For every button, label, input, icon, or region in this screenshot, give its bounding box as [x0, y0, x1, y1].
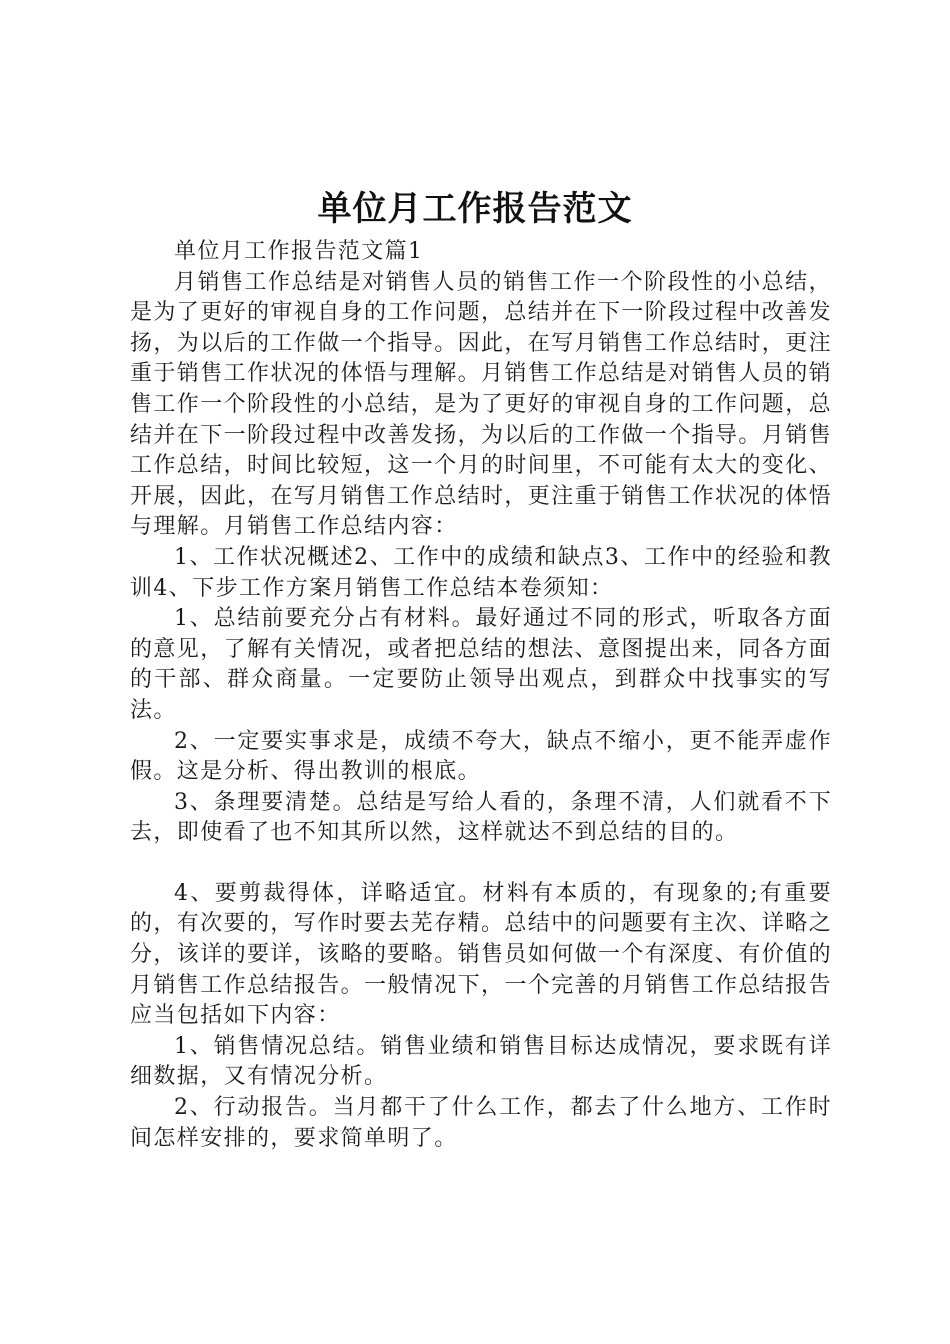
section-heading: 单位月工作报告范文篇1 [174, 239, 424, 264]
document-body [130, 237, 832, 1154]
paragraph: 4、要剪裁得体，详略适宜。材料有本质的，有现象的;有重要的，有次要的，写作时要去芜存精。总结中的问题要有主次、详略之分，该详的要详，该略的要略。销售员如何做一个有深度、有价值的月销售工作总结报告。一般情况下，一个完善的月销售工作总结报告应当包括如下内容： [130, 880, 833, 1029]
document-title: 单位月工作报告范文 [317, 189, 633, 229]
paragraph: 1、销售情况总结。销售业绩和销售目标达成情况，要求既有详细数据，又有情况分析。 [130, 1033, 832, 1090]
paragraph: 3、条理要清楚。总结是写给人看的，条理不清，人们就看不下去，即使看了也不知其所以然，这样就达不到总结的目的。 [130, 789, 832, 846]
paragraph: 1、工作状况概述2、工作中的成绩和缺点3、工作中的经验和教训4、下步工作方案月销售工作总结本卷须知： [130, 544, 832, 601]
paragraph: 月销售工作总结是对销售人员的销售工作一个阶段性的小总结，是为了更好的审视自身的工作问题，总结并在下一阶段过程中改善发扬，为以后的工作做一个指导。因此，在写月销售工作总结时，更注重于销售工作状况的体悟与理解。月销售工作总结是对销售人员的销售工作一个阶段性的小总结，是为了更好的审视自身的工作问题，总结并在下一阶段过程中改善发扬，为以后的工作做一个指导。月销售工作总结，时间比较短，这一个月的时间里，不可能有太大的变化、开展，因此，在写月销售工作总结时，更注重于销售工作状况的体悟与理解。月销售工作总结内容： [130, 269, 833, 540]
paragraph: 1、总结前要充分占有材料。最好通过不同的形式，听取各方面的意见，了解有关情况，或者把总结的想法、意图提出来，同各方面的干部、群众商量。一定要防止领导出观点，到群众中找事实的写法。 [130, 606, 833, 723]
paragraph: 2、一定要实事求是，成绩不夸大，缺点不缩小，更不能弄虚作假。这是分析、得出教训的根底。 [130, 728, 832, 785]
paragraph: 2、行动报告。当月都干了什么工作，都去了什么地方、工作时间怎样安排的，要求简单明了。 [130, 1095, 832, 1151]
